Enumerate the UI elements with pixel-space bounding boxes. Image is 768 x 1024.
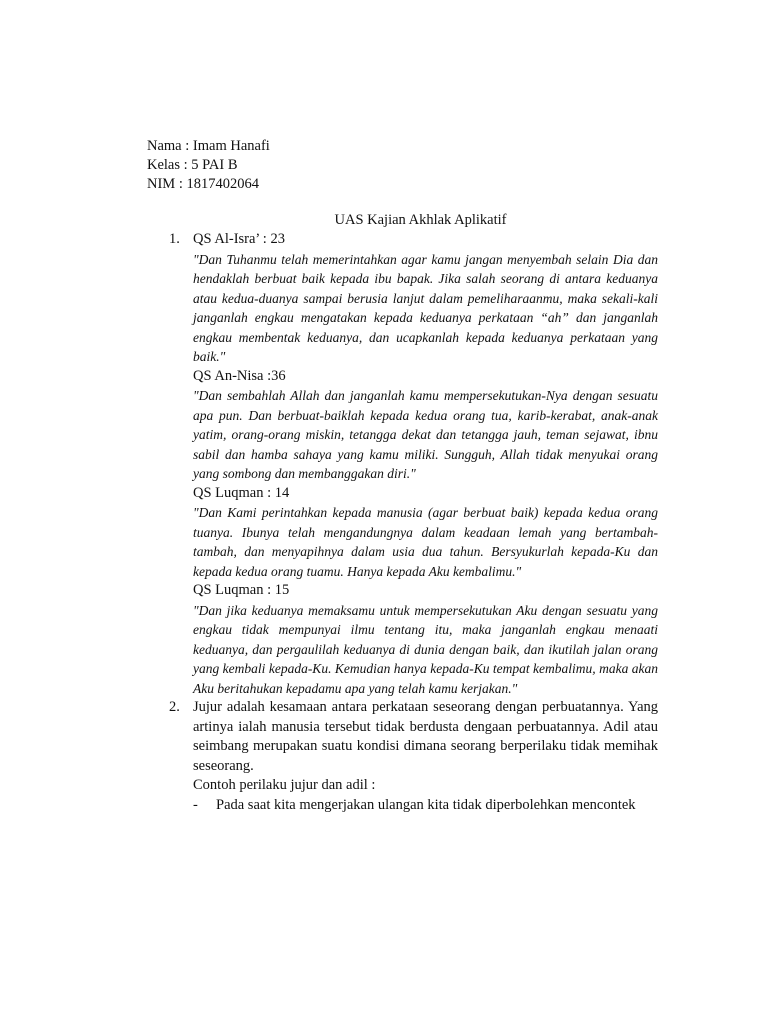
- answer-item-1: [147, 230, 658, 698]
- verse-translation: "Dan jika keduanya memaksamu untuk mempersekutukan Aku dengan sesuatu yang engkau tidak mempunyai ilmu tentang itu, maka janganlah engkau menaati keduanya, dan pergaulilah keduanya di dunia dengan baik, dan ikutilah jalan orang yang kembali kepada-Ku. Kemudian hanya kepada-Ku tempat kembalimu, maka akan Aku beritahukan kepadamu apa yang telah kamu kerjakan.": [193, 602, 658, 696]
- document-title: UAS Kajian Akhlak Aplikatif: [334, 212, 507, 228]
- verse-reference: QS Luqman : 15: [193, 582, 290, 598]
- example-list-item: [193, 796, 658, 816]
- student-class: Kelas : 5 PAI B: [147, 157, 238, 173]
- dash-bullet: -: [193, 796, 198, 813]
- answer-item-2: [147, 698, 658, 815]
- verse-reference: QS An-Nisa :36: [193, 367, 286, 384]
- verse-translation: "Dan Tuhanmu telah memerintahkan agar kamu jangan menyembah selain Dia dan hendaklah berbuat baik kepada ibu bapak. Jika salah seorang di antara keduanya atau kedua-duanya sampai berusia lanjut dalam pemeliharaanmu, maka sekali-kali janganlah engkau mengatakan kepada keduanya perkataan “ah” dan janganlah engkau membentak keduanya, dan ucapkanlah kepada keduanya perkataan yang baik.": [193, 251, 658, 364]
- verse-translation: "Dan sembahlah Allah dan janganlah kamu mempersekutukan-Nya dengan sesuatu apa pun. Dan berbuat-baiklah kepada kedua orang tua, karib-kerabat, anak-anak yatim, orang-orang miskin, tetangga dekat dan tetangga jauh, teman sejawat, ibnu sabil dan hamba sahaya yang kamu miliki. Sungguh, Allah tidak menyukai orang yang sombong dan membanggakan diri.": [193, 388, 658, 481]
- examples-heading: Contoh perilaku jujur dan adil :: [193, 777, 376, 793]
- student-name: Nama : Imam Hanafi: [147, 138, 270, 154]
- answer-number: 1.: [169, 231, 180, 247]
- verse-reference: QS Al-Isra’ : 23: [193, 231, 285, 247]
- example-text: Pada saat kita mengerjakan ulangan kita tidak diperbolehkan mencontek: [216, 796, 636, 813]
- answer-number: 2.: [169, 699, 180, 715]
- answer-paragraph: Jujur adalah kesamaan antara perkataan seseorang dengan perbuatannya. Yang artinya ialah manusia tersebut tidak berdusta dengaan perbuatannya. Adil atau seimbang merupakan suatu kondisi dimana seorang berperilaku tidak memihak seseorang.: [193, 699, 658, 774]
- student-nim: NIM : 1817402064: [147, 176, 259, 192]
- student-info: [147, 137, 658, 194]
- answer-list: [147, 230, 658, 815]
- verse-translation: "Dan Kami perintahkan kepada manusia (agar berbuat baik) kepada kedua orang tuanya. Ibunya telah mengandungnya dalam keadaan lemah yang bertambah-tambah, dan menyapihnya dalam usia dua tahun. Bersyukurlah kepada-Ku dan kepada kedua orang tuamu. Hanya kepada Aku kembalimu.": [193, 505, 658, 579]
- verse-reference: QS Luqman : 14: [193, 484, 290, 501]
